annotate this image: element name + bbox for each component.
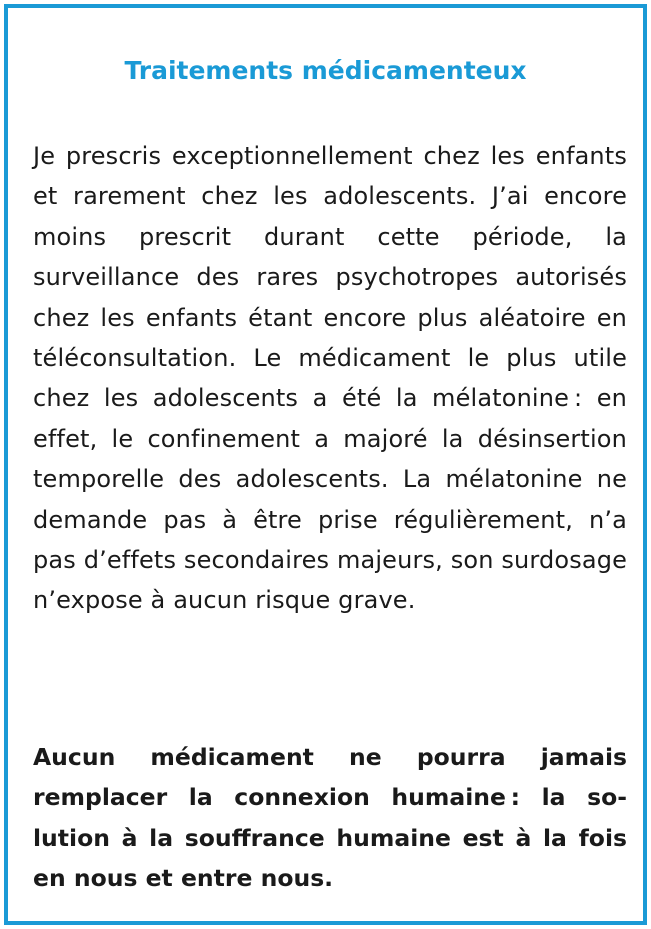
body-paragraph: Je prescris exceptionnellement chez les enfants et rarement chez les adolescents. J’ai encore moins prescrit durant cette période, la surveillance des rares psychotropes autorisés chez les enfants étant encore plus aléatoire en téléconsultation. Le médicament le plus utile chez les adolescents a été la mélatonine : en effet, le confinement a majoré la désinsertion temporelle des adolescents. La mélatonine ne demande pas à être prise régulièrement, n’a pas d’effets secondaires majeurs, son surdosage n’expose à aucun risque grave.: [33, 142, 627, 615]
box-title: Traitements médicamenteux: [124, 56, 527, 85]
text-box: [4, 4, 647, 925]
conclusion-paragraph: Aucun médicament ne pourra jamais remplacer la connexion humaine : la solution à la souffrance humaine est à la fois en nous et entre nous.: [33, 743, 627, 893]
